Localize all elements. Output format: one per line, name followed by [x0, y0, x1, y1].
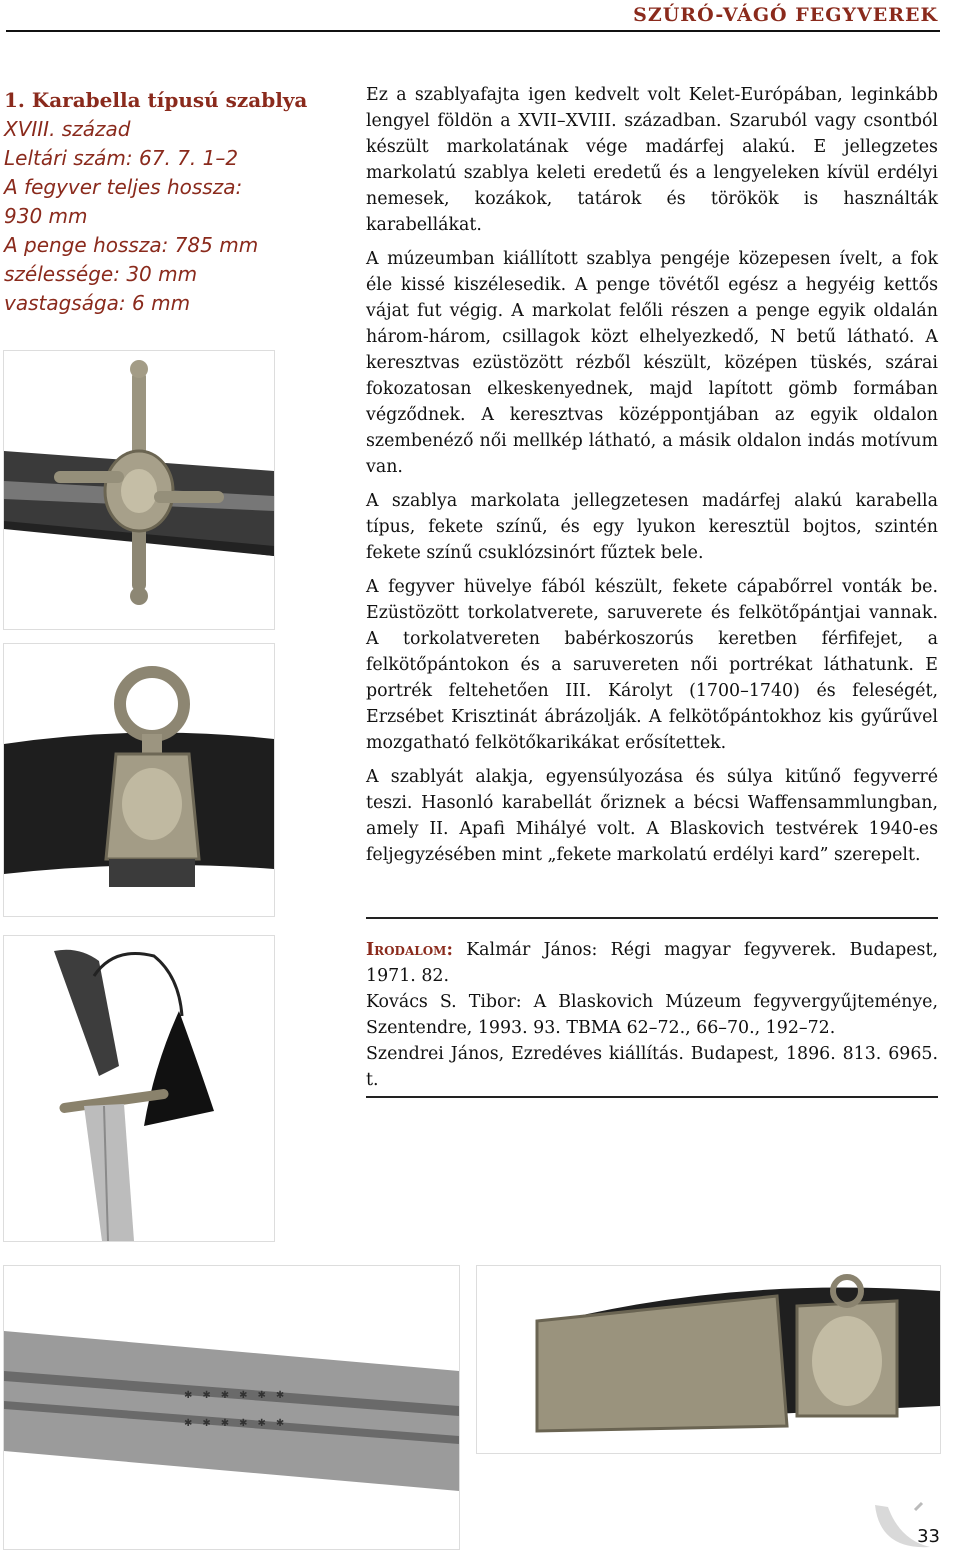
svg-text:✱✱✱✱✱✱: ✱✱✱✱✱✱	[184, 1418, 295, 1429]
object-metadata	[4, 86, 344, 318]
paragraph-significance: A szablyát alakja, egyensúlyozása és súlya kitűnő fegyverré teszi. Hasonló karabellát őriznek a bécsi Waffensammlungban, amely II. Apafi Mihályé volt. A Blaskovich testvérek 1940-es feljegyzésében mint „fekete markolatú erdélyi kard” szerepelt.	[366, 767, 938, 865]
meta-total-length-value: 930 mm	[4, 204, 88, 228]
running-header-title: SZÚRÓ-VÁGÓ FEGYVEREK	[633, 4, 938, 26]
meta-century: XVIII. század	[4, 117, 131, 141]
object-heading: 1. Karabella típusú szablya	[4, 88, 308, 112]
description-text	[366, 82, 938, 876]
paragraph-origin: Ez a szablyafajta igen kedvelt volt Kelet-Európában, leginkább lengyel földön a XVII–XVIII. században. Szaruból vagy csontból készült markolatának vége madárfej alakú. E jellegzetes markolatú szablya keleti eredetű és a lengyeleken kívül erdélyi nemesek, kozákok, tatárok és törökök is használták karabellákat.	[366, 85, 938, 235]
meta-inventory-number: Leltári szám: 67. 7. 1–2	[4, 146, 239, 170]
scabbard-throat-illustration	[477, 1266, 940, 1453]
references-rule-bottom	[366, 1096, 938, 1098]
photo-hilt-tassel	[3, 935, 275, 1242]
hilt-tassel-illustration	[4, 936, 274, 1241]
reference-text: Kalmár János: Régi magyar fegyverek. Budapest, 1971. 82.	[366, 940, 938, 986]
meta-blade-thickness: vastagsága: 6 mm	[4, 291, 191, 315]
blade-marks-illustration	[4, 1266, 459, 1549]
photo-scabbard-throat	[476, 1265, 941, 1454]
page-number: 33	[917, 1526, 940, 1547]
paragraph-scabbard: A fegyver hüvelye fából készült, fekete cápabőrrel vonták be. Ezüstözött torkolatverete, saruverete és felkötőpántjai vannak. A torkolatvereten babérkoszorús keretben férfifejet, a felkötőpántokon és a saruvereten női portrékat láthatunk. E portrék feltehetően III. Károlyt (1700–1740) és feleségét, Erzsébet Krisztinát ábrázolják. A felkötőpántokhoz kis gyűrűvel mozgatható felkötőkarikákat erősítettek.	[366, 577, 938, 753]
references-label: Irodalom:	[366, 940, 453, 960]
header-rule	[6, 30, 940, 32]
photo-scabbard-mount	[3, 643, 275, 917]
photo-blade-marks	[3, 1265, 460, 1550]
meta-blade-width: szélessége: 30 mm	[4, 262, 198, 286]
reference-third: Szendrei János, Ezredéves kiállítás. Budapest, 1896. 813. 6965. t.	[366, 1044, 938, 1090]
reference-second: Kovács S. Tibor: A Blaskovich Múzeum fegyvergyűjteménye, Szentendre, 1993. 93. TBMA 62–72., 66–70., 192–72.	[366, 992, 938, 1038]
references	[366, 937, 938, 1093]
reference-first	[366, 937, 938, 989]
paragraph-grip: A szablya markolata jellegzetesen madárfej alakú karabella típus, fekete színű, és egy lyukon keresztül bojtos, szintén fekete színű csuklózsinórt fűztek bele.	[366, 491, 938, 563]
photo-crossguard	[3, 350, 275, 630]
meta-blade-length: A penge hossza: 785 mm	[4, 233, 259, 257]
crossguard-illustration	[4, 351, 274, 629]
paragraph-blade: A múzeumban kiállított szablya pengéje közepesen ívelt, a fok éle kissé kiszélesedik. A penge tövétől egész a hegyéig kettős vájat fut végig. A markolat felőli részen a penge egyik oldalán három-három, csillagok közt elhelyezkedő, N betű látható. A keresztvas ezüstözött rézből készült, középen tüskés, szárai fokozatosan elkeskenyednek, majd lapított gömb formában végződnek. A keresztvas középpontjában az egyik oldalon szembenéző női mellkép látható, a másik oldalon indás motívum van.	[366, 249, 938, 477]
svg-text:✱✱✱✱✱✱: ✱✱✱✱✱✱	[184, 1390, 295, 1401]
meta-total-length-label: A fegyver teljes hossza:	[4, 175, 243, 199]
scabbard-mount-illustration	[4, 644, 274, 916]
references-rule-top	[366, 917, 938, 919]
